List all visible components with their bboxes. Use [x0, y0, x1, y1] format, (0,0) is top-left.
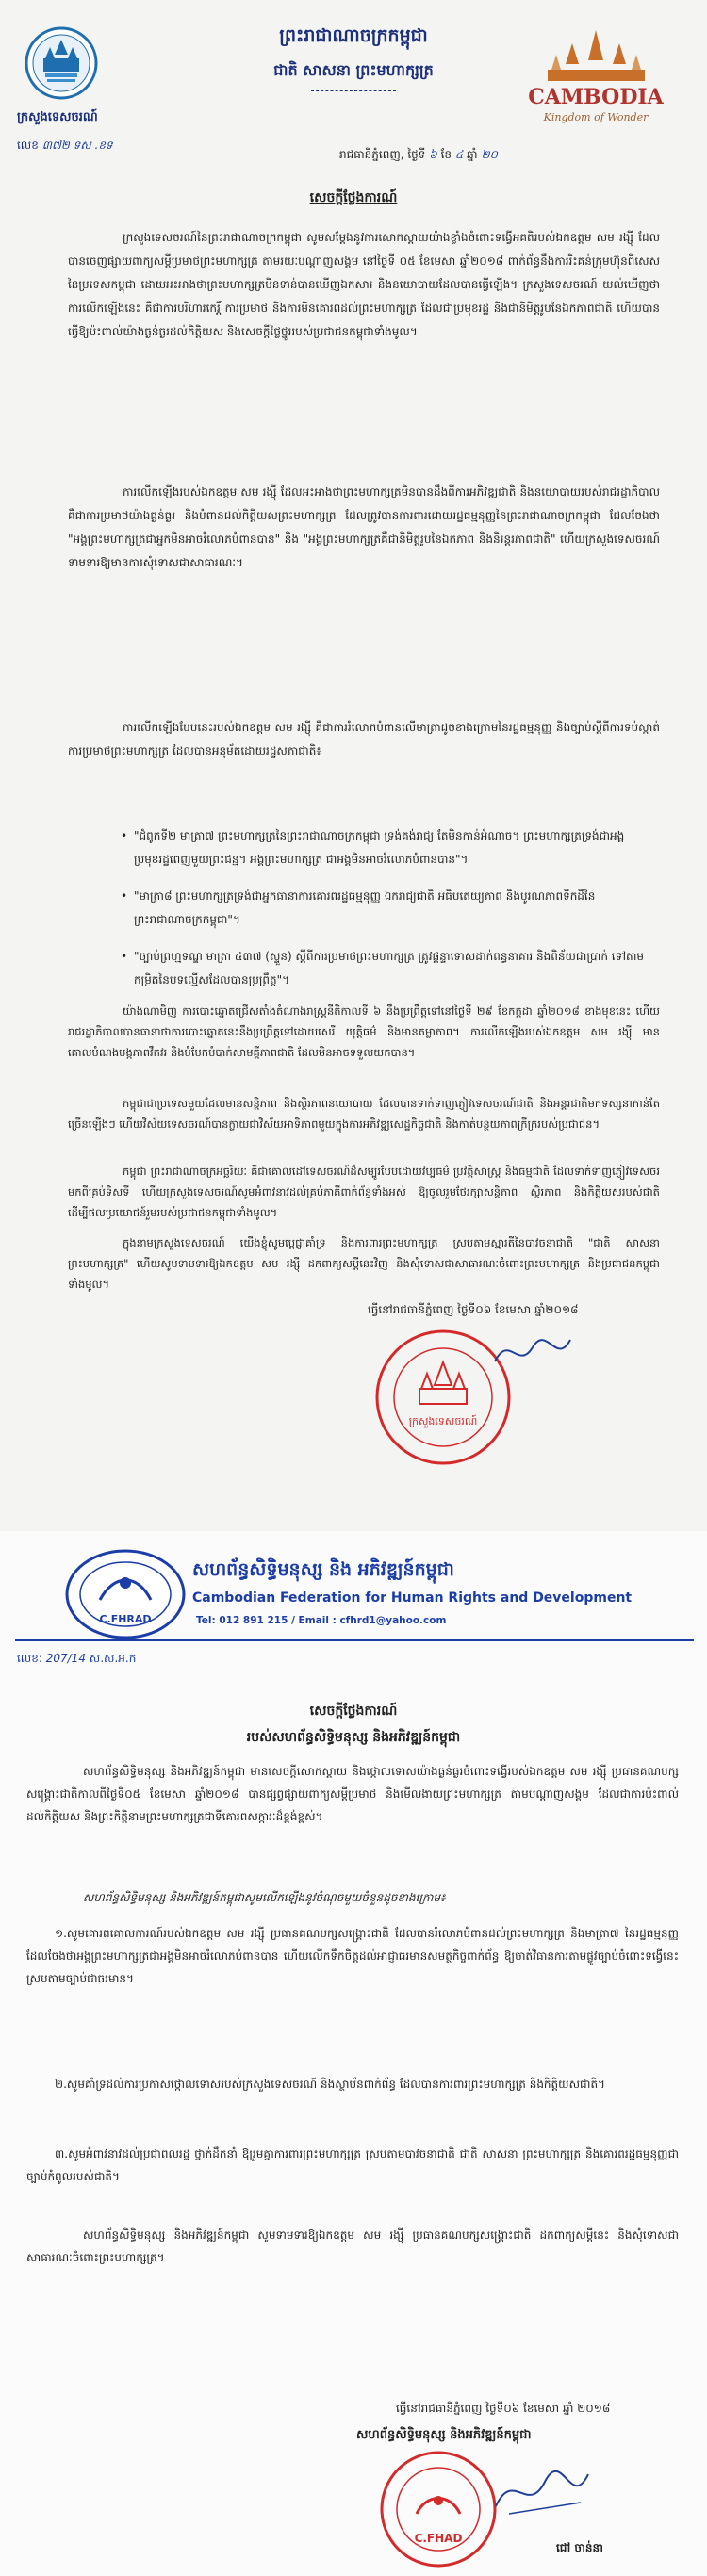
seal-text: ក្រសួងទេសចរណ៍ — [408, 1415, 478, 1427]
paragraph: ៣.សូមអំពាវនាវដល់ប្រជាពលរដ្ឋ ថ្នាក់ដឹកនាំ ឱ្យរួមគ្នាការពារព្រះមហាក្សត្រ ស្របតាមបាវចនាជាតិ ជាតិ សាសនា ព្រះមហាក្សត្រ និងគោរពរដ្ឋធម្មនុញ្ញជាច្បាប់កំពូលរបស់ជាតិ។ — [26, 2147, 679, 2183]
date-year-label: ឆ្នាំ — [467, 148, 478, 161]
letter-date — [339, 147, 498, 164]
signatory-name: ជៅ ចាន់នា — [556, 2541, 603, 2554]
angkor-silhouette-icon — [514, 23, 679, 128]
constitution-articles-list — [121, 824, 660, 1005]
federation-letter — [0, 1531, 707, 2576]
reference-label: លេខ: — [17, 1652, 42, 1665]
federation-statement-title: សេចក្តីថ្លែងការណ៍ — [309, 1704, 398, 1719]
handwritten-signature — [490, 1329, 575, 1376]
paragraph: ២.សូមគាំទ្រដល់ការប្រកាសថ្កោលទោសរបស់ក្រសួងទេសចរណ៍ និងស្ថាប័នពាក់ព័ន្ធ ដែលបានការពារព្រះមហាក្សត្រ និងកិត្តិយសជាតិ។ — [55, 2078, 605, 2091]
paragraph: កម្ពុជា ព្រះរាជាណាចក្រអច្ឆរិយៈ គឺជាគោលដៅទេសចរណ៍ដ៏សម្បូរបែបដោយវប្បធម៌ ប្រវត្តិសាស្ត្រ និងធម្មជាតិ ដែលទាក់ទាញភ្ញៀវទេសចរមកពីគ្រប់ទិសទី ហើយក្រសួងទេសចរណ៍សូមអំពាវនាវដល់គ្រប់ភាគីពាក់ព័ន្ធទាំងអស់ ឱ្យចូលរួមថែរក្សាសន្តិភាព ស្ថិរភាព និងកិត្តិយសរបស់ជាតិ ដើម្បីផលប្រយោជន៍រួមរបស់ប្រជាជនកម្ពុជាទាំងមូល។ — [68, 1165, 660, 1219]
ministry-name: ក្រសួងទេសចរណ៍ — [17, 110, 98, 124]
federation-seal — [377, 2448, 500, 2570]
paragraph: កម្ពុជាជាប្រទេសមួយដែលមានសន្តិភាព និងស្ថិរភាពនយោបាយ ដែលបានទាក់ទាញភ្ញៀវទេសចរណ៍ជាតិ និងអន្តរជាតិមកទស្សនាកាន់តែច្រើនឡើងៗ ហើយវិស័យទេសចរណ៍បានក្លាយជាវិស័យអាទិភាពមួយក្នុងការអភិវឌ្ឍសេដ្ឋកិច្ចជាតិ និងកាត់បន្ថយភាពក្រីក្ររបស់ប្រជាជន។ — [68, 1097, 660, 1131]
signoff-line: ធ្វើនៅរាជធានីភ្នំពេញ ថ្ងៃទី០៦ ខែមេសា ឆ្នាំ២០១៨ — [368, 1303, 579, 1316]
kingdom-header: ព្រះរាជាណាចក្រកម្ពុជា — [279, 25, 428, 46]
cambodia-tourism-logo — [514, 23, 679, 128]
paragraph: សហព័ន្ធសិទ្ធិមនុស្ស និងអភិវឌ្ឍន៍កម្ពុជា មានសេចក្តីសោកស្តាយ និងថ្កោលទោសយ៉ាងធ្ងន់ធ្ងរចំពោះទង្វើរបស់ឯកឧត្តម សម រង្ស៊ី ប្រធានគណបក្សសង្គ្រោះជាតិកាលពីថ្ងៃទី០៥ ខែមេសា ឆ្នាំ២០១៨ បានផ្សព្វផ្សាយពាក្យសម្តីប្រមាថ និងមើលងាយព្រះមហាក្សត្រ តាមបណ្តាញសង្គម ដែលជាការប៉ះពាល់ដល់កិត្តិយស និងព្រះកិត្តិនាមព្រះមហាក្សត្រជាទីគោរពសក្ការៈដ៏ខ្ពង់ខ្ពស់។ — [26, 1765, 679, 1823]
list-item: • "មាត្រា៨ ព្រះមហាក្សត្រទ្រង់ជាអ្នកធានាការគោរពរដ្ឋធម្មនុញ្ញ ឯករាជ្យជាតិ អធិបតេយ្យភាព និងបូរណភាពទឹកដីនៃព្រះរាជាណាចក្រកម្ពុជា"។ — [121, 885, 660, 932]
paragraph: ការលើកឡើងបែបនេះរបស់ឯកឧត្តម សម រង្ស៊ី គឺជាការរំលោភបំពានលើមាត្រាដូចខាងក្រោមនៃរដ្ឋធម្មនុញ្ញ និងច្បាប់ស្តីពីការទប់ស្កាត់ការប្រមាថព្រះមហាក្សត្រ ដែលបានអនុម័តដោយរដ្ឋសភាជាតិ៖ — [68, 721, 660, 758]
paragraph: យ៉ាងណាមិញ ការបោះឆ្នោតជ្រើសតាំងតំណាងរាស្ត្រនីតិកាលទី ៦ នឹងប្រព្រឹត្តទៅនៅថ្ងៃទី ២៩ ខែកក្កដា ឆ្នាំ២០១៨ ខាងមុខនេះ ហើយរាជរដ្ឋាភិបាលបានធានាថាការបោះឆ្នោតនេះនឹងប្រព្រឹត្តទៅដោយសេរី យុត្តិធម៌ និងមានតម្លាភាព។ ការលើកឡើងរបស់ឯកឧត្តម សម រង្ស៊ី មានគោលបំណងបង្កភាពវឹកវរ និងបំបែកបំបាក់សាមគ្គីភាពជាតិ ដែលមិនអាចទទួលយកបាន។ — [68, 1004, 660, 1059]
federation-contact: Tel: 012 891 215 / Email : cfhrd1@yahoo.com — [196, 1615, 447, 1626]
paragraph: សហព័ន្ធសិទ្ធិមនុស្ស និងអភិវឌ្ឍន៍កម្ពុជាសូមលើកឡើងនូវចំណុចមួយចំនួនដូចខាងក្រោម៖ — [83, 1891, 446, 1904]
federation-signing-org: សហព័ន្ធសិទ្ធិមនុស្ស និងអភិវឌ្ឍន៍កម្ពុជា — [356, 2428, 532, 2442]
statement-title — [189, 188, 518, 208]
statement-title-text: សេចក្តីថ្លែងការណ៍ — [309, 190, 398, 205]
date-year: ២០ — [481, 148, 499, 161]
list-item: • "ជំពូកទី២ មាត្រា៧ ព្រះមហាក្សត្រនៃព្រះរាជាណាចក្រកម្ពុជា ទ្រង់គង់រាជ្យ តែមិនកាន់អំណាច។ ព្រះមហាក្សត្រទ្រង់ជាអង្គប្រមុខរដ្ឋពេញមួយព្រះជន្ម។ អង្គព្រះមហាក្សត្រ ជាអង្គមិនអាចរំលោភបំពានបាន"។ — [121, 824, 660, 872]
paragraph: ១.សូមគោរពគោលការណ៍របស់ឯកឧត្តម សម រង្ស៊ី ប្រធានគណបក្សសង្គ្រោះជាតិ ដែលបានរំលោភបំពានដល់ព្រះមហាក្សត្រ និងមាត្រា៧ នៃរដ្ឋធម្មនុញ្ញ ដែលចែងថាអង្គព្រះមហាក្សត្រជាអង្គមិនអាចរំលោភបំពានបាន ហើយលើកទឹកចិត្តដល់អាជ្ញាធរមានសមត្ថកិច្ចពាក់ព័ន្ធ ឱ្យចាត់វិធានការតាមផ្លូវច្បាប់ចំពោះទង្វើនេះ ស្របតាមច្បាប់ជាធរមាន។ — [26, 1927, 679, 1985]
motto-divider — [311, 90, 396, 91]
federation-date: ធ្វើនៅរាជធានីភ្នំពេញ ថ្ងៃទី០៦ ខែមេសា ឆ្នាំ ២០១៨ — [396, 2402, 611, 2415]
header-divider — [15, 1639, 694, 1641]
cambodia-wordmark: CAMBODIA — [528, 85, 664, 109]
national-motto: ជាតិ សាសនា ព្រះមហាក្សត្រ — [273, 61, 434, 79]
reference-suffix: ស.ស.អ.ក — [89, 1652, 137, 1665]
federation-name-khmer: សហព័ន្ធសិទ្ធិមនុស្ស និង អភិវឌ្ឍន៍កម្ពុជា — [192, 1559, 454, 1580]
paragraph: ក្រសួងទេសចរណ៍នៃព្រះរាជាណាចក្រកម្ពុជា សូមសម្តែងនូវការសោកស្តាយយ៉ាងខ្លាំងចំពោះទង្វើអគតិរបស់ឯកឧត្តម សម រង្ស៊ី ដែលបានចេញផ្សាយពាក្យសម្តីប្រមាថព្រះមហាក្សត្រ តាមរយៈបណ្តាញសង្គម នៅថ្ងៃទី ០៥ ខែមេសា ឆ្នាំ២០១៨ ពាក់ព័ន្ធនឹងការរិះគន់ក្រុមហ៊ុនពិសេសនៃប្រទេសកម្ពុជា ដោយអះអាងថាព្រះមហាក្សត្រមិនទាន់បានឃើញឯកសារ និងនយោបាយដែលបានធ្វើឡើង។ ក្រសួងទេសចរណ៍ យល់ឃើញថាការលើកឡើងនេះ គឺជាការបរិហារកេរ្តិ៍ ការប្រមាថ និងការមិនគោរពដល់ព្រះមហាក្សត្រ ដែលជាប្រមុខរដ្ឋ និងជានិមិត្តរូបនៃឯកភាពជាតិ ហើយបានធ្វើឱ្យប៉ះពាល់យ៉ាងធ្ងន់ធ្ងរដល់កិត្តិយស និងសេចក្តីថ្លៃថ្នូររបស់ប្រជាជនកម្ពុជាទាំងមូល។ — [68, 231, 660, 338]
federation-statement-subtitle: របស់សហព័ន្ធសិទ្ធិមនុស្ស និងអភិវឌ្ឍន៍កម្ពុជា — [246, 1730, 461, 1745]
paragraph: សហព័ន្ធសិទ្ធិមនុស្ស និងអភិវឌ្ឍន៍កម្ពុជា សូមទាមទារឱ្យឯកឧត្តម សម រង្ស៊ី ប្រធានគណបក្សសង្គ្រោះជាតិ ដកពាក្យសម្តីនេះ និងសុំទោសជាសាធារណៈចំពោះព្រះមហាក្សត្រ។ — [26, 2228, 679, 2264]
federation-logo-text: C.FHRAD — [99, 1613, 152, 1625]
date-day: ៦ — [429, 148, 437, 161]
cambodia-tagline: Kingdom of Wonder — [543, 111, 649, 123]
date-month-label: ខែ — [440, 148, 452, 161]
reference-number — [17, 138, 113, 155]
reference-value: ៣៧២ ទស .ខទ — [41, 139, 113, 152]
handwritten-signature — [490, 2459, 594, 2525]
list-item: • "ច្បាប់ព្រហ្មទណ្ឌ មាត្រា ៤៣៧ (ស្ទួន) ស្តីពីការប្រមាថព្រះមហាក្សត្រ ត្រូវផ្តន្ទាទោសដាក់ពន្ធនាគារ និងពិន័យជាប្រាក់ ទៅតាមកម្រិតនៃបទល្មើសដែលបានប្រព្រឹត្ត"។ — [121, 945, 660, 992]
date-prefix: រាជធានីភ្នំពេញ, ថ្ងៃទី — [339, 148, 426, 161]
seal-text: C.FHAD — [414, 2532, 463, 2545]
federation-reference — [17, 1651, 136, 1668]
paragraph: ការលើកឡើងរបស់ឯកឧត្តម សម រង្ស៊ី ដែលអះអាងថាព្រះមហាក្សត្រមិនបានដឹងពីការអភិវឌ្ឍជាតិ និងនយោបាយរបស់រាជរដ្ឋាភិបាល គឺជាការប្រមាថយ៉ាងធ្ងន់ធ្ងរ និងបំពានដល់កិត្តិយសព្រះមហាក្សត្រ ដែលត្រូវបានការពារដោយរដ្ឋធម្មនុញ្ញនៃព្រះរាជាណាចក្រកម្ពុជា ដែលចែងថា "អង្គព្រះមហាក្សត្រជាអ្នកមិនអាចរំលោភបំពានបាន" និង "អង្គព្រះមហាក្សត្រគឺជានិមិត្តរូបនៃឯកភាព និងនិរន្តរភាពជាតិ" ហើយក្រសួងទេសចរណ៍ទាមទារឱ្យមានការសុំទោសជាសាធារណៈ។ — [68, 485, 660, 569]
federation-logo — [62, 1545, 189, 1643]
date-month: ៤ — [454, 148, 464, 161]
federation-name-english: Cambodian Federation for Human Rights and Development — [192, 1590, 633, 1606]
paragraph: ក្នុងនាមក្រសួងទេសចរណ៍ យើងខ្ញុំសូមប្តេជ្ញាគាំទ្រ និងការពារព្រះមហាក្សត្រ ស្របតាមស្មារតីនៃបាវចនាជាតិ "ជាតិ សាសនា ព្រះមហាក្សត្រ" ហើយសូមទាមទារឱ្យឯកឧត្តម សម រង្ស៊ី ដកពាក្យសម្តីនេះវិញ និងសុំទោសជាសាធារណៈចំពោះព្រះមហាក្សត្រ និងប្រជាជនកម្ពុជាទាំងមូល។ — [68, 1236, 660, 1291]
reference-label: លេខ — [17, 139, 39, 152]
reference-value: 207/14 — [45, 1652, 86, 1665]
ministry-logo — [25, 26, 98, 100]
